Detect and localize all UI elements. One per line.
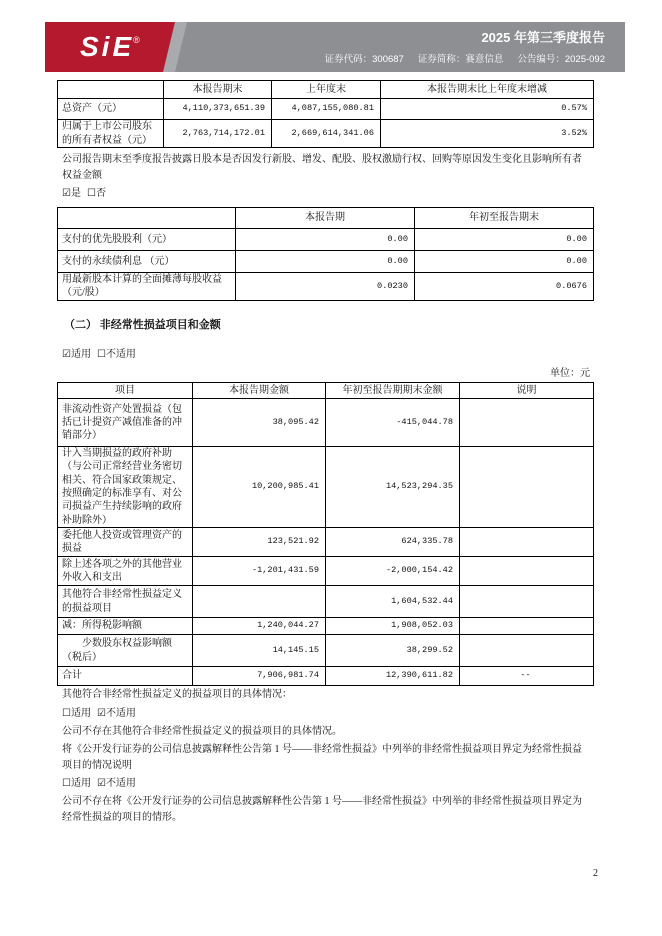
table-header-row	[58, 383, 594, 399]
column-header-year-to-date: 年初至报告期期末金额	[326, 383, 460, 399]
registered-trademark-mark: ®	[133, 35, 140, 45]
item-label-cell: 除上述各项之外的其他营业外收入和支出	[58, 557, 193, 586]
year-to-date-cell: -415,044.78	[326, 399, 460, 447]
security-info-line	[325, 54, 605, 66]
prior-year-end-cell: 4,087,155,080.81	[272, 99, 381, 120]
column-header-item: 项目	[58, 383, 193, 399]
non-recurring-items-table	[57, 382, 594, 686]
current-period-cell	[193, 586, 326, 618]
item-label-cell: 减：所得税影响额	[58, 618, 193, 635]
reclassification-statement: 公司不存在将《公开发行证券的公司信息披露解释性公告第 1 号——非经常性损益》中列举的非经常性损益项目界定为经常性损益的项目的情形。	[62, 796, 582, 823]
checked-box-icon: ☑	[96, 778, 106, 789]
current-period-cell: 14,145.15	[193, 635, 326, 667]
option-label: 适用	[70, 778, 91, 789]
table-row	[58, 99, 594, 120]
unchecked-box-icon: ☐	[96, 349, 106, 360]
option-applicable	[62, 349, 91, 360]
column-header-period-end: 本报告期末	[164, 81, 272, 99]
item-label-cell: 计入当期损益的政府补助（与公司正常经营业务密切相关、符合国家政策规定、按照确定的标准享有、对公司损益产生持续影响的政府补助除外）	[58, 447, 193, 528]
item-label-cell: 归属于上市公司股东的所有者权益（元）	[58, 120, 164, 148]
unchecked-box-icon: ☐	[62, 708, 71, 719]
prior-year-end-cell: 2,669,614,341.06	[272, 120, 381, 148]
option-applicable	[62, 708, 91, 719]
unchecked-box-icon: ☐	[62, 778, 71, 789]
item-label-cell: 其他符合非经常性损益定义的损益项目	[58, 586, 193, 618]
item-label-cell: 用最新股本计算的全面摊薄每股收益（元/股）	[58, 273, 236, 301]
share-capital-change-options	[62, 186, 590, 202]
other-items-statement: 公司不存在其他符合非经常性损益定义的损益项目的具体情况。	[62, 726, 342, 737]
option-label: 否	[95, 188, 106, 199]
reclassification-label: 将《公开发行证券的公司信息披露解释性公告第 1 号——非经常性损益》中列举的非经常性损益项目界定为经常性损益项目的情况说明	[62, 744, 582, 771]
item-label-cell: 支付的永续债利息 （元）	[58, 251, 236, 273]
reclassification-options	[62, 776, 590, 792]
note-cell	[460, 635, 594, 667]
current-period-cell: 7,906,981.74	[193, 667, 326, 686]
checked-box-icon: ☑	[96, 708, 106, 719]
option-not-applicable	[97, 778, 136, 789]
share-capital-change-question: 公司报告期末至季度报告披露日股本是否因发行新股、增发、配股、股权激励行权、回购等原因发生变化且影响所有者权益金额	[62, 154, 582, 181]
option-applicable	[62, 778, 91, 789]
table-header-row	[58, 81, 594, 99]
item-label-cell: 支付的优先股股利（元）	[58, 229, 236, 251]
current-period-cell: -1,201,431.59	[193, 557, 326, 586]
current-period-cell: 0.0230	[236, 273, 415, 301]
item-label-cell: 非流动性资产处置损益（包括已计提资产减值准备的冲销部分）	[58, 399, 193, 447]
change-cell: 0.57%	[381, 99, 594, 120]
current-period-cell: 123,521.92	[193, 528, 326, 557]
year-to-date-cell: -2,000,154.42	[326, 557, 460, 586]
other-items-label: 其他符合非经常性损益定义的损益项目的具体情况：	[62, 689, 292, 700]
option-not-applicable	[97, 349, 136, 360]
year-to-date-cell: 14,523,294.35	[326, 447, 460, 528]
change-cell: 3.52%	[381, 120, 594, 148]
year-to-date-cell: 1,908,052.03	[326, 618, 460, 635]
column-header-current-period: 本报告期	[236, 208, 415, 229]
table-row	[58, 120, 594, 148]
column-header-blank	[58, 81, 164, 99]
option-label: 适用	[70, 708, 91, 719]
stock-code: 证券代码：300687	[324, 54, 404, 65]
table-row	[58, 273, 594, 301]
table-row	[58, 251, 594, 273]
option-label: 不适用	[105, 349, 136, 360]
column-header-change: 本报告期末比上年度末增减	[381, 81, 594, 99]
column-header-note: 说明	[460, 383, 594, 399]
other-items-options	[62, 706, 590, 722]
year-to-date-cell: 12,390,611.82	[326, 667, 460, 686]
column-header-prior-year-end: 上年度末	[272, 81, 381, 99]
note-cell	[460, 586, 594, 618]
year-to-date-cell: 624,335.78	[326, 528, 460, 557]
note-cell	[460, 618, 594, 635]
company-logo	[80, 32, 140, 62]
option-label: 不适用	[105, 778, 136, 789]
option-label: 适用	[70, 349, 91, 360]
checked-box-icon: ☑	[62, 188, 71, 199]
note-cell	[460, 399, 594, 447]
table-row	[58, 635, 594, 667]
table-row	[58, 528, 594, 557]
table-row	[58, 399, 594, 447]
current-period-cell: 10,200,985.41	[193, 447, 326, 528]
option-yes	[62, 188, 81, 199]
report-header	[45, 22, 625, 72]
year-to-date-cell: 0.0676	[415, 273, 594, 301]
option-no	[87, 188, 106, 199]
note-cell: --	[460, 667, 594, 686]
balance-sheet-table	[57, 80, 594, 148]
table-row	[58, 586, 594, 618]
applicability-options	[62, 347, 590, 363]
column-header-current-period: 本报告期金额	[193, 383, 326, 399]
table-row	[58, 557, 594, 586]
announcement-number: 公告编号：2025-092	[517, 54, 605, 65]
unchecked-box-icon: ☐	[86, 188, 96, 199]
table-header-row	[58, 208, 594, 229]
current-period-cell: 1,240,044.27	[193, 618, 326, 635]
period-end-cell: 2,763,714,172.01	[164, 120, 272, 148]
year-to-date-cell: 0.00	[415, 251, 594, 273]
stock-abbreviation: 证券简称：赛意信息	[417, 54, 504, 65]
item-label-cell: 委托他人投资或管理资产的损益	[58, 528, 193, 557]
option-label: 是	[70, 188, 81, 199]
note-cell	[460, 557, 594, 586]
option-label: 不适用	[105, 708, 136, 719]
option-not-applicable	[97, 708, 136, 719]
current-period-cell: 0.00	[236, 229, 415, 251]
item-label-cell: 总资产（元）	[58, 99, 164, 120]
table-row	[58, 618, 594, 635]
page-number: 2	[593, 868, 598, 879]
item-label-cell: 合计	[58, 667, 193, 686]
year-to-date-cell: 38,299.52	[326, 635, 460, 667]
checked-box-icon: ☑	[62, 349, 71, 360]
column-header-year-to-date: 年初至报告期末	[415, 208, 594, 229]
period-end-cell: 4,110,373,651.39	[164, 99, 272, 120]
section-heading: （二） 非经常性损益项目和金额	[64, 319, 221, 331]
item-label-cell: 少数股东权益影响额（税后）	[58, 635, 193, 667]
table-row	[58, 229, 594, 251]
current-period-cell: 0.00	[236, 251, 415, 273]
year-to-date-cell: 0.00	[415, 229, 594, 251]
table-row	[58, 447, 594, 528]
year-to-date-cell: 1,604,532.44	[326, 586, 460, 618]
note-cell	[460, 528, 594, 557]
note-cell	[460, 447, 594, 528]
logo-text: SiE	[80, 31, 135, 62]
unit-label: 单位：元	[550, 368, 590, 379]
column-header-blank	[58, 208, 236, 229]
current-period-cell: 38,095.42	[193, 399, 326, 447]
per-share-table	[57, 207, 594, 301]
report-title: 2025 年第三季度报告	[481, 30, 605, 45]
table-row-total	[58, 667, 594, 686]
